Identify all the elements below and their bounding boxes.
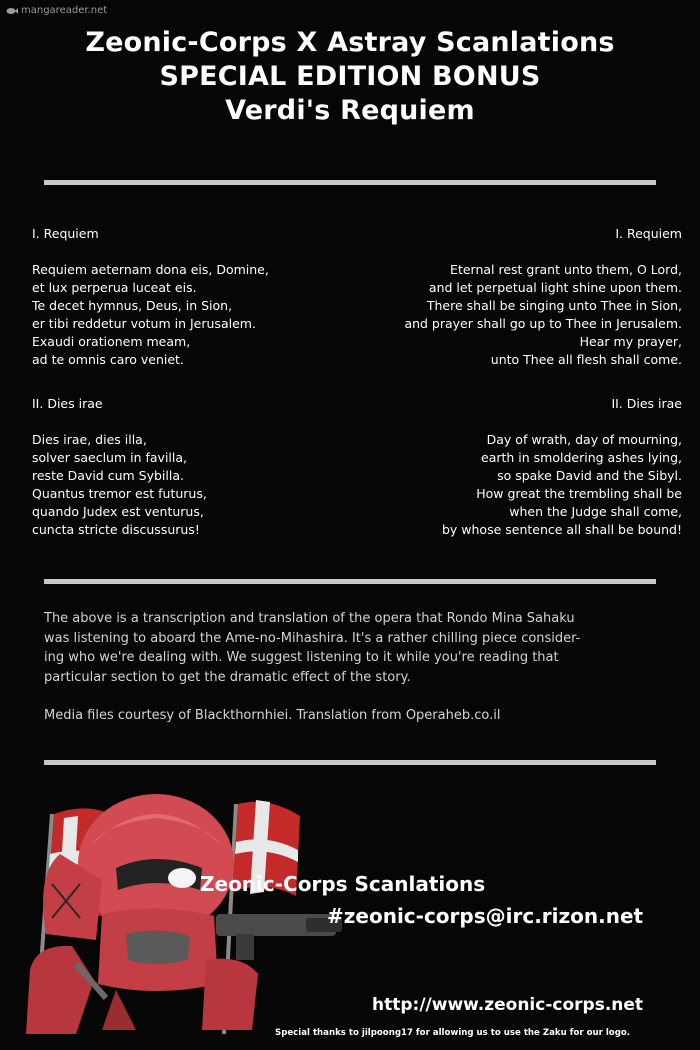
english-requiem-heading: I. Requiem bbox=[615, 226, 682, 241]
english-requiem bbox=[404, 225, 682, 369]
title-line-1: Zeonic-Corps X Astray Scanlations bbox=[85, 27, 615, 58]
latin-dies-irae-line: Quantus tremor est futurus, bbox=[32, 486, 207, 501]
latin-dies-irae bbox=[32, 395, 207, 539]
latin-requiem-line: et lux perperua luceat eis. bbox=[32, 280, 197, 295]
note-line: was listening to aboard the Ame-no-Mihashira. It's a rather chilling piece consider- bbox=[44, 630, 581, 646]
special-thanks: Special thanks to jilpoong17 for allowing us to use the Zaku for our logo. bbox=[275, 1028, 631, 1038]
latin-dies-irae-line: Dies irae, dies illa, bbox=[32, 432, 147, 447]
latin-dies-irae-line: cuncta stricte discussurus! bbox=[32, 522, 200, 537]
english-dies-irae bbox=[442, 395, 682, 539]
fish-icon bbox=[6, 6, 18, 16]
english-dies-irae-line: so spake David and the Sibyl. bbox=[497, 468, 682, 483]
credits-line: Media files courtesy of Blackthornhiei. Translation from Operaheb.co.il bbox=[44, 708, 501, 723]
note-line: ing who we're dealing with. We suggest listening to it while you're reading that bbox=[44, 650, 559, 665]
english-requiem-line: unto Thee all flesh shall come. bbox=[490, 352, 682, 367]
latin-dies-irae-line: reste David cum Sybilla. bbox=[32, 468, 184, 483]
latin-requiem bbox=[32, 225, 269, 369]
english-requiem-line: and prayer shall go up to Thee in Jerusalem. bbox=[404, 316, 682, 331]
latin-dies-irae-heading: II. Dies irae bbox=[32, 396, 103, 411]
title-line-3: Verdi's Requiem bbox=[225, 95, 475, 126]
english-dies-irae-heading: II. Dies irae bbox=[611, 396, 682, 411]
latin-requiem-heading: I. Requiem bbox=[32, 226, 99, 241]
watermark bbox=[6, 5, 107, 16]
watermark-text: mangareader.net bbox=[21, 5, 108, 16]
divider-top bbox=[44, 180, 656, 185]
latin-requiem-line: ad te omnis caro veniet. bbox=[32, 352, 184, 367]
latin-requiem-line: Requiem aeternam dona eis, Domine, bbox=[32, 262, 269, 277]
website-link[interactable]: http://www.zeonic-corps.net bbox=[372, 995, 644, 1015]
note-line: particular section to get the dramatic effect of the story. bbox=[44, 669, 411, 685]
english-dies-irae-line: by whose sentence all shall be bound! bbox=[441, 522, 682, 537]
latin-requiem-line: er tibi reddetur votum in Jerusalem. bbox=[32, 316, 256, 331]
translator-note bbox=[44, 609, 656, 726]
english-requiem-line: and let perpetual light shine upon them. bbox=[428, 280, 682, 295]
note-line: The above is a transcription and translation of the opera that Rondo Mina Sahaku bbox=[44, 611, 575, 626]
zaku-mascot-illustration bbox=[6, 784, 346, 1046]
english-dies-irae-line: Day of wrath, day of mourning, bbox=[486, 432, 682, 447]
latin-requiem-line: Te decet hymnus, Deus, in Sion, bbox=[32, 298, 233, 313]
english-dies-irae-line: How great the trembling shall be bbox=[476, 486, 682, 501]
group-name: Zeonic-Corps Scanlations bbox=[200, 872, 486, 896]
title-line-2: SPECIAL EDITION BONUS bbox=[159, 61, 541, 92]
latin-dies-irae-line: solver saeclum in favilla, bbox=[32, 450, 187, 465]
latin-requiem-line: Exaudi orationem meam, bbox=[32, 334, 191, 349]
divider-middle bbox=[44, 579, 656, 584]
latin-dies-irae-line: quando Judex est venturus, bbox=[32, 504, 204, 519]
divider-bottom bbox=[44, 760, 656, 765]
english-dies-irae-line: when the Judge shall come, bbox=[509, 504, 682, 519]
english-requiem-line: There shall be singing unto Thee in Sion, bbox=[426, 298, 682, 313]
irc-channel: #zeonic-corps@irc.rizon.net bbox=[327, 904, 644, 928]
english-requiem-line: Hear my prayer, bbox=[579, 334, 682, 349]
english-dies-irae-line: earth in smoldering ashes lying, bbox=[481, 450, 682, 465]
page-title bbox=[0, 26, 700, 128]
english-requiem-line: Eternal rest grant unto them, O Lord, bbox=[450, 262, 682, 277]
